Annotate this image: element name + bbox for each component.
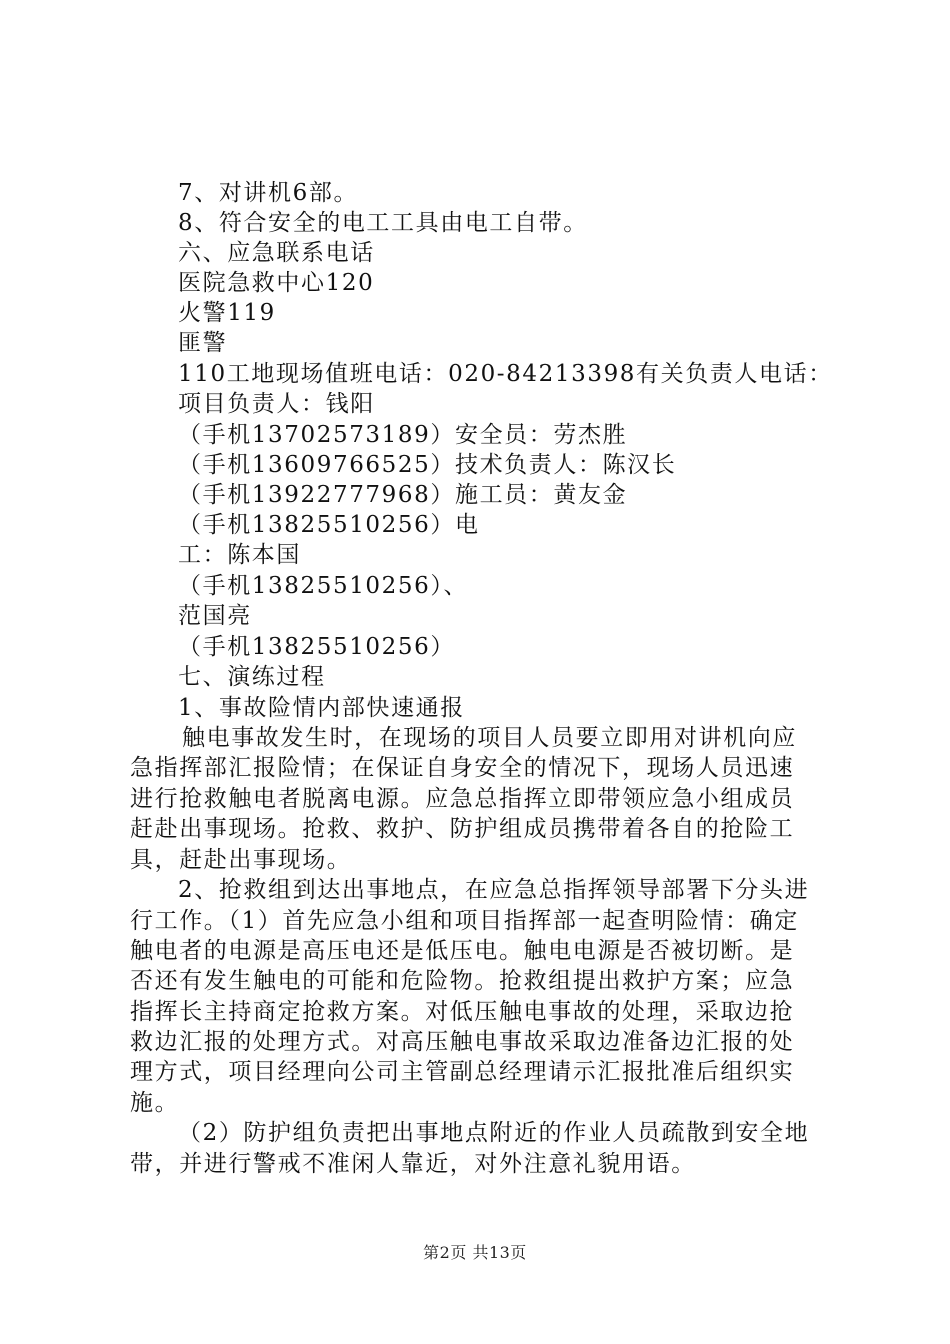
text-line: （手机13609766525）技术负责人：陈汉长 — [178, 452, 677, 478]
paragraph-line: 施。 — [130, 1090, 180, 1116]
paragraph-line: 具，赶赴出事现场。 — [130, 847, 352, 873]
text-line: 7、对讲机6部。 — [178, 180, 359, 206]
page-number-footer: 第2页 共13页 — [423, 1243, 527, 1262]
text-line: 火警119 — [178, 300, 276, 326]
text-line: （手机13702573189）安全员：劳杰胜 — [178, 422, 628, 448]
subsection-heading: 1、事故险情内部快速通报 — [178, 695, 465, 721]
paragraph-line: 指挥长主持商定抢救方案。对低压触电事故的处理，采取边抢 — [130, 999, 795, 1025]
paragraph-line: 救边汇报的处理方式。对高压触电事故采取边准备边汇报的处 — [130, 1029, 795, 1055]
section-heading: 七、演练过程 — [178, 664, 326, 690]
text-line: 范国亮 — [178, 603, 252, 629]
section-heading: 六、应急联系电话 — [178, 240, 375, 266]
text-line: 8、符合安全的电工工具由电工自带。 — [178, 210, 588, 236]
text-line: 项目负责人：钱阳 — [178, 391, 375, 417]
paragraph-line: 2、抢救组到达出事地点，在应急总指挥领导部署下分头进 — [178, 877, 810, 903]
text-line: （手机13825510256） — [178, 634, 455, 660]
text-line: （手机13825510256）、 — [178, 573, 469, 599]
paragraph-line: 理方式，项目经理向公司主管副总经理请示汇报批准后组织实 — [130, 1059, 795, 1085]
text-line: （手机13825510256）电 — [178, 512, 480, 538]
paragraph-line: 带，并进行警戒不准闲人靠近，对外注意礼貌用语。 — [130, 1151, 696, 1177]
paragraph-line: 否还有发生触电的可能和危险物。抢救组提出救护方案；应急 — [130, 968, 795, 994]
paragraph-line: （2）防护组负责把出事地点附近的作业人员疏散到安全地 — [178, 1120, 810, 1146]
paragraph-line: 赶赴出事现场。抢救、救护、防护组成员携带着各自的抢险工 — [130, 816, 795, 842]
text-line: 医院急救中心120 — [178, 270, 375, 296]
text-line: 工：陈本国 — [178, 542, 301, 568]
paragraph-line: 行工作。（1）首先应急小组和项目指挥部一起查明险情：确定 — [130, 908, 799, 934]
paragraph-line: 进行抢救触电者脱离电源。应急总指挥立即带领应急小组成员 — [130, 786, 795, 812]
text-line: （手机13922777968）施工员：黄友金 — [178, 482, 628, 508]
text-line: 匪警 — [178, 330, 228, 356]
paragraph-line: 急指挥部汇报险情；在保证自身安全的情况下，现场人员迅速 — [130, 755, 795, 781]
text-line: 110工地现场值班电话：020-84213398有关负责人电话： — [178, 361, 833, 387]
paragraph-line: 触电事故发生时，在现场的项目人员要立即用对讲机向应 — [182, 725, 797, 751]
paragraph-line: 触电者的电源是高压电还是低压电。触电电源是否被切断。是 — [130, 938, 795, 964]
